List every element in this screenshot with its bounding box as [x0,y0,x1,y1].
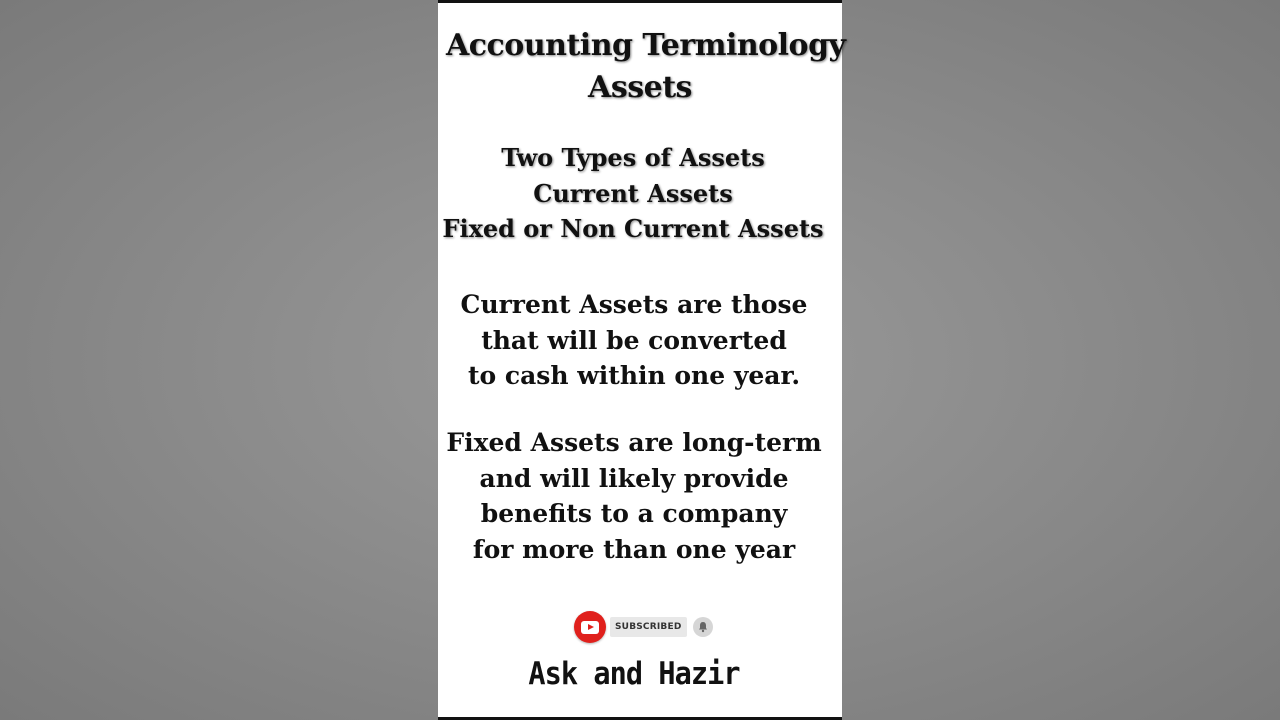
current-assets-line: Current Assets are those [460,290,808,319]
fixed-assets-line: for more than one year [472,534,796,564]
fixed-assets-definition [438,425,830,567]
subscribed-label: SUBSCRIBED [610,617,687,637]
current-assets-definition [438,287,830,394]
channel-name: Ask and Hazir [528,656,740,692]
page-subtitle: Assets [588,70,692,105]
asset-type-current: Current Assets [533,178,733,208]
content-panel [438,0,846,720]
bell-icon [693,617,713,637]
fixed-assets-line: Fixed Assets are long-term [446,428,822,457]
subscribe-badge[interactable] [574,611,713,643]
current-assets-line: that will be converted [481,325,787,355]
fixed-assets-line: and will likely provide [479,463,789,493]
youtube-icon [574,611,606,643]
asset-types-list [438,140,828,247]
fixed-assets-line: benefits to a company [480,499,788,528]
current-assets-line: to cash within one year. [467,361,801,390]
page-title: Accounting Terminology [446,28,846,63]
asset-types-heading: Two Types of Assets [501,143,765,172]
asset-type-fixed: Fixed or Non Current Assets [442,214,824,243]
